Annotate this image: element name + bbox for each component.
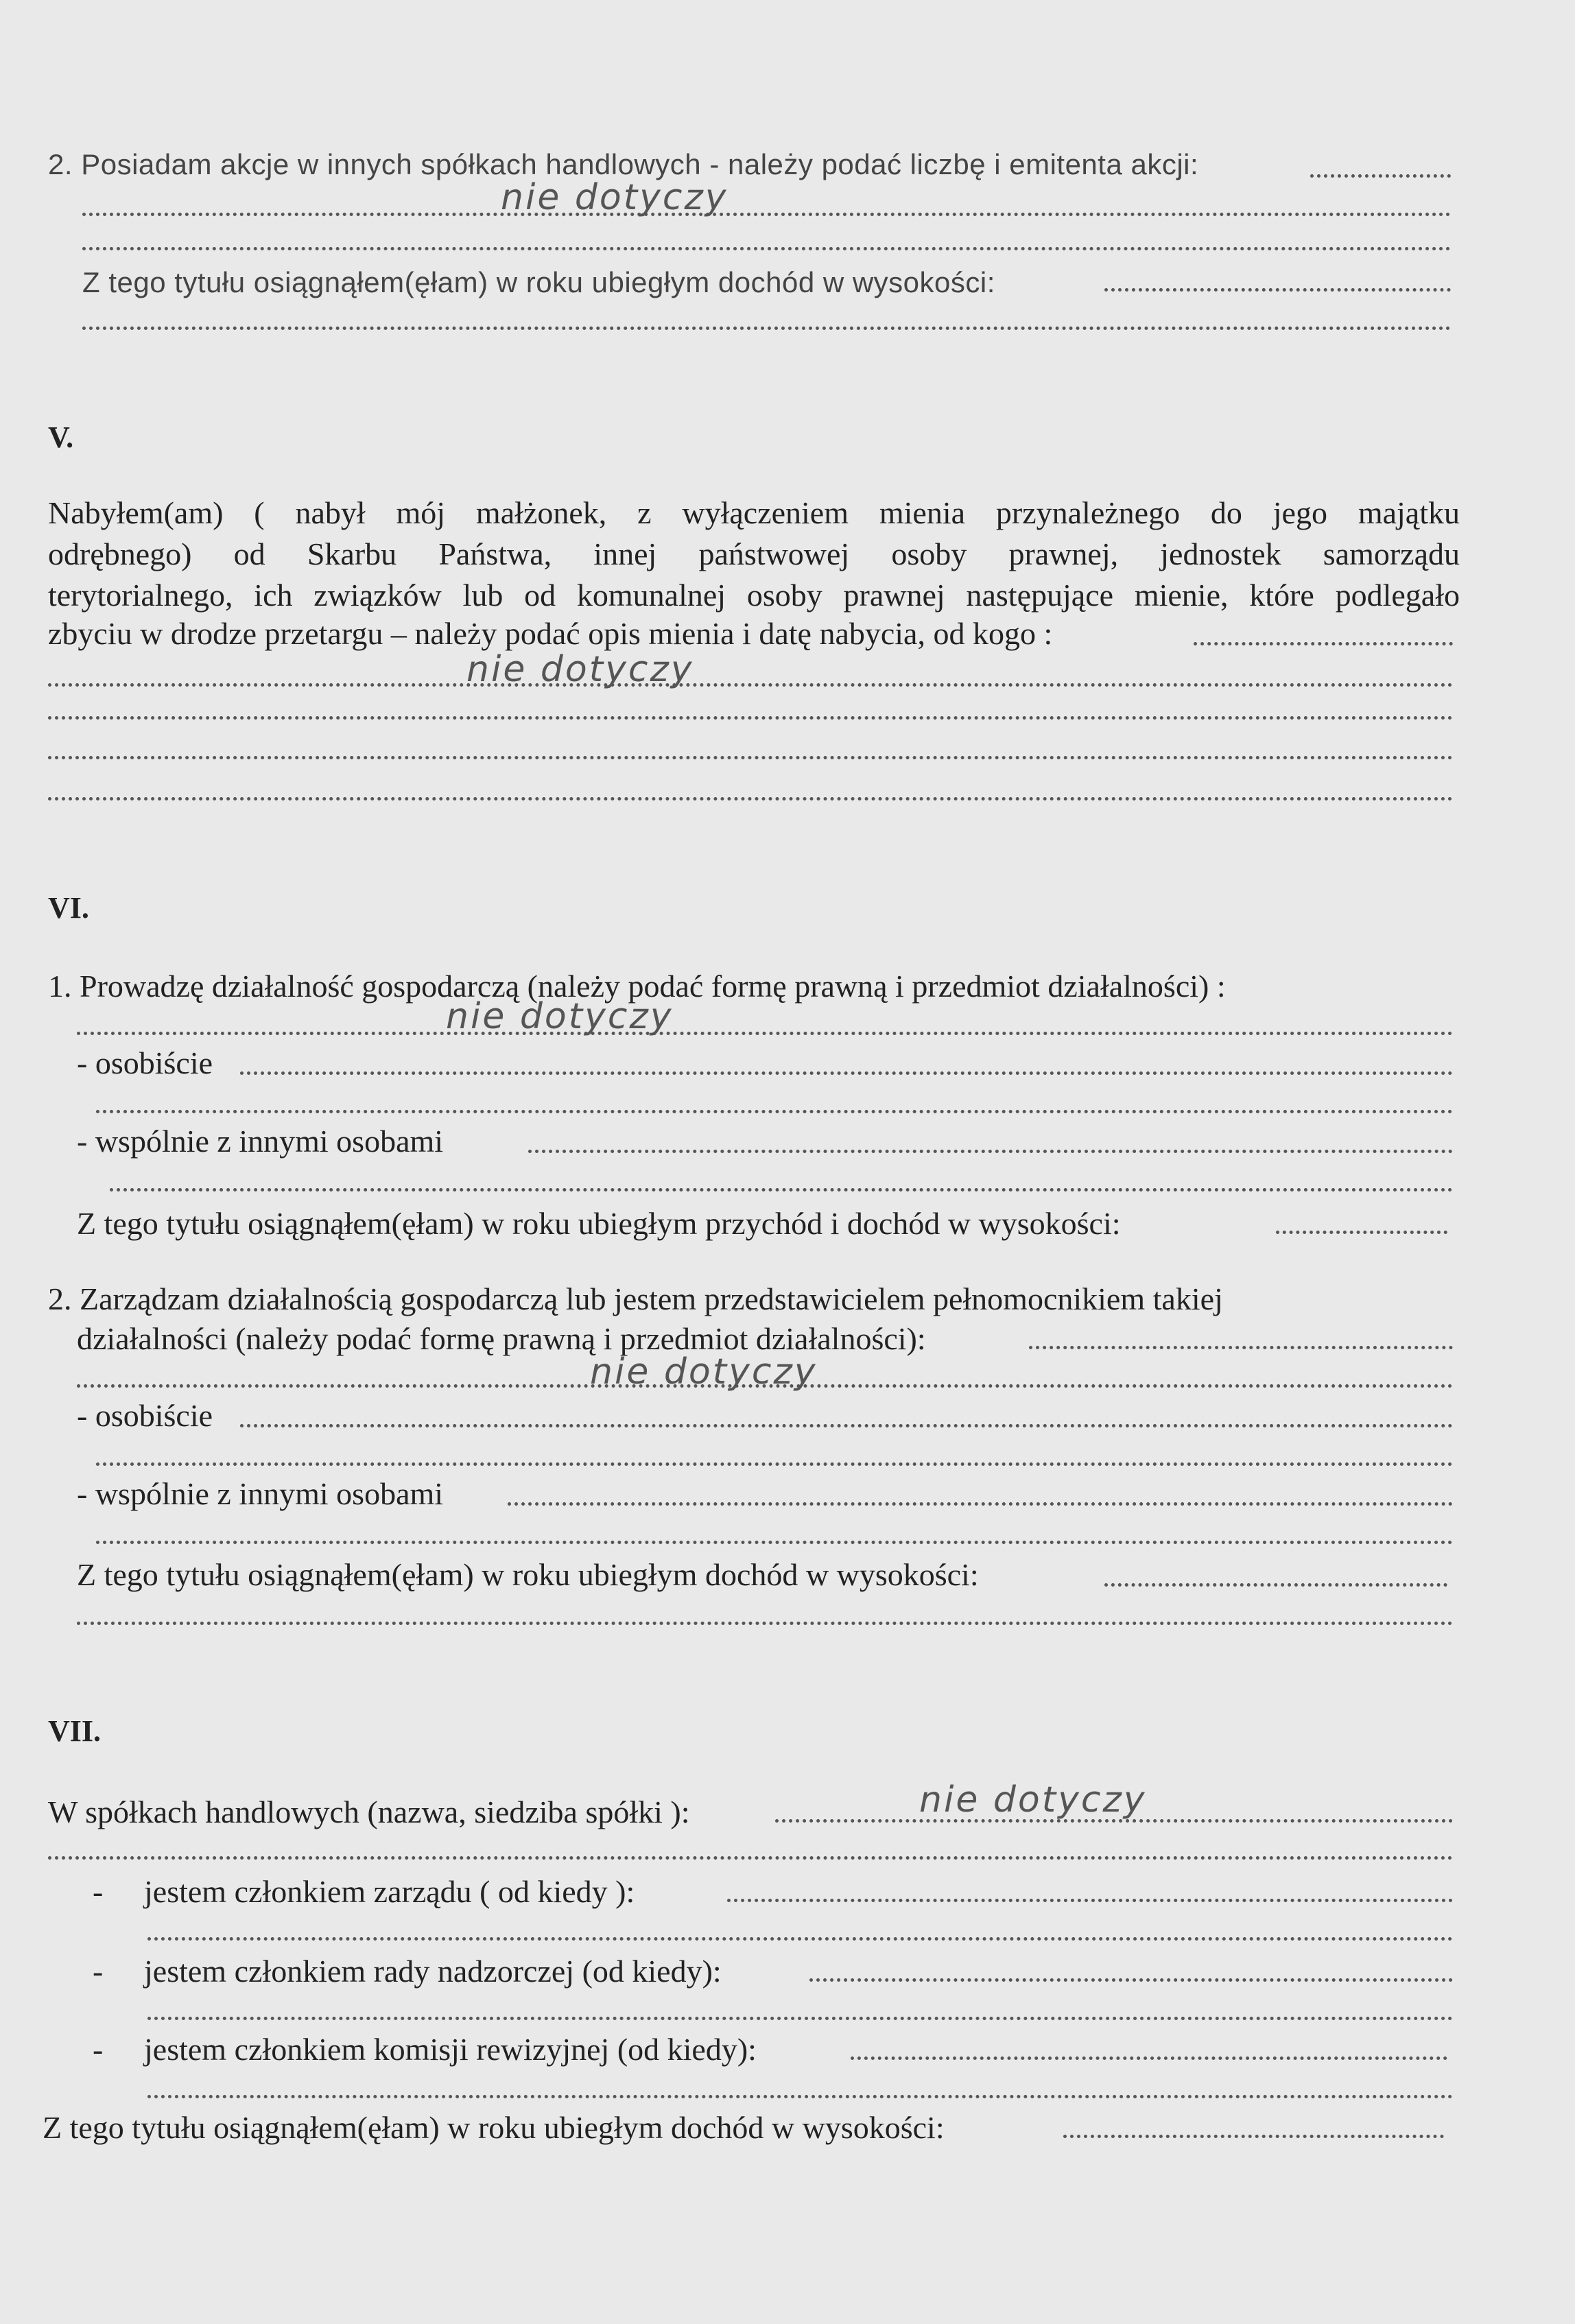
board-member-label: jestem członkiem zarządu ( od kiedy ): [144, 1874, 635, 1909]
handwritten-note: nie dotyczy [466, 649, 694, 690]
fill-line [1104, 288, 1451, 292]
shares-statement: 2. Posiadam akcje w innych spółkach handlowych - należy podać liczbę i emitenta akcji: [48, 148, 1199, 180]
management-statement: 2. Zarządzam działalnością gospodarczą lub jestem przedstawicielem pełnomocnikiem takiej [48, 1281, 1223, 1316]
paragraph-line: Nabyłem(am) ( nabył mój małżonek, z wyłączeniem mienia przynależnego do jego majątku [48, 495, 1460, 530]
fill-line [240, 1424, 1453, 1427]
fill-line [1310, 174, 1451, 178]
list-dash: - [93, 2032, 104, 2067]
section-heading: V. [48, 420, 74, 454]
fill-line [77, 1032, 1453, 1035]
fill-line [1194, 642, 1453, 645]
income-statement: Z tego tytułu osiągnąłem(ęłam) w roku ubiegłym dochód w wysokości: [82, 266, 995, 298]
handwritten-note: nie dotyczy [501, 177, 729, 218]
jointly-label: - wspólnie z innymi osobami [77, 1124, 444, 1159]
personally-label: - osobiście [77, 1045, 213, 1080]
fill-line [48, 797, 1453, 801]
fill-line [82, 327, 1451, 330]
business-activity: 1. Prowadzę działalność gospodarczą (należy podać formę prawną i przedmiot działalności) : [48, 969, 1226, 1004]
income-statement: Z tego tytułu osiągnąłem(ęłam) w roku ubiegłym przychód i dochód w wysokości: [77, 1206, 1121, 1241]
income-statement: Z tego tytułu osiągnąłem(ęłam) w roku ubiegłym dochód w wysokości: [43, 2110, 945, 2145]
fill-line [96, 1110, 1453, 1113]
paragraph-line: zbyciu w drodze przetargu – należy podać opis mienia i datę nabycia, od kogo : [48, 616, 1053, 651]
fill-line [809, 1978, 1453, 1982]
fill-line [1104, 1583, 1447, 1587]
fill-line [48, 683, 1453, 687]
fill-line [110, 1188, 1453, 1191]
handwritten-note: nie dotyczy [446, 996, 674, 1037]
companies-statement: W spółkach handlowych (nazwa, siedziba spółki ): [48, 1794, 690, 1829]
paragraph-line: odrębnego) od Skarbu Państwa, innej państwowej osoby prawnej, jednostek samorządu [48, 536, 1460, 571]
personally-label: - osobiście [77, 1398, 213, 1433]
fill-line [1029, 1346, 1453, 1349]
handwritten-note: nie dotyczy [919, 1779, 1147, 1821]
section-heading: VII. [48, 1714, 102, 1748]
fill-line [82, 213, 1451, 216]
handwritten-note: nie dotyczy [590, 1351, 818, 1392]
income-statement: Z tego tytułu osiągnąłem(ęłam) w roku ubiegłym dochód w wysokości: [77, 1557, 979, 1592]
fill-line [240, 1071, 1453, 1075]
fill-line [528, 1150, 1453, 1153]
fill-line [96, 1462, 1453, 1466]
fill-line [727, 1899, 1453, 1902]
section-heading: VI. [48, 891, 89, 925]
fill-line [82, 247, 1451, 250]
fill-line [851, 2056, 1447, 2060]
fill-line [96, 1541, 1453, 1544]
fill-line [48, 1856, 1453, 1860]
management-statement: działalności (należy podać formę prawną i przedmiot działalności): [77, 1321, 926, 1356]
fill-line [1063, 2135, 1444, 2138]
jointly-label: - wspólnie z innymi osobami [77, 1476, 444, 1511]
fill-line [77, 1622, 1453, 1625]
supervisory-member-label: jestem członkiem rady nadzorczej (od kiedy): [144, 1954, 722, 1989]
paragraph-line: terytorialnego, ich związków lub od komunalnej osoby prawnej następujące mienie, które podlegało [48, 578, 1460, 613]
fill-line [147, 2017, 1453, 2020]
list-dash: - [93, 1874, 104, 1909]
fill-line [508, 1502, 1453, 1506]
fill-line [147, 2095, 1453, 2098]
fill-line [1276, 1231, 1447, 1234]
audit-member-label: jestem członkiem komisji rewizyjnej (od kiedy): [144, 2032, 757, 2067]
list-dash: - [93, 1954, 104, 1989]
fill-line [147, 1937, 1453, 1941]
fill-line [48, 756, 1453, 759]
fill-line [48, 716, 1453, 720]
